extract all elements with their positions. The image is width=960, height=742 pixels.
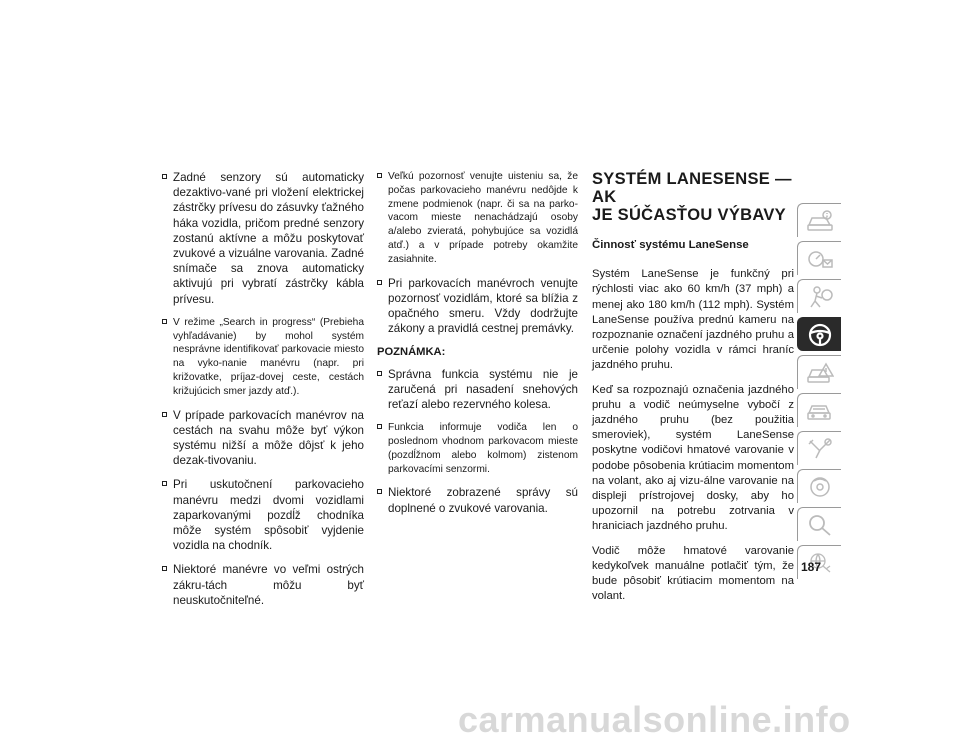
note-heading: POZNÁMKA: [377, 346, 446, 359]
tab-maintenance[interactable] [797, 431, 841, 465]
bullet-square-icon [377, 371, 382, 376]
multimedia-icon [806, 475, 834, 499]
paragraph: Systém LaneSense je funkčný pri rýchlosti viac ako 60 km/h (37 mph) a menej ako 180 km/h (112 mph). Systém LaneSense používa prednú kameru na rozpoznanie označení jazdného pruhu a určenie polohy vozidla v rámci hraníc jazdného pruhu. [592, 268, 794, 372]
bullet-square-icon [377, 424, 382, 429]
bullet-square-icon [162, 319, 167, 324]
bullet-square-icon [377, 173, 382, 178]
car-service-icon [806, 399, 834, 423]
list-item: Niektoré manévre vo veľmi ostrých zákru-tách môžu byť neuskutočniteľné. [162, 562, 364, 608]
tab-driving[interactable] [797, 317, 841, 351]
note-item: Niektoré zobrazené správy sú doplnené o zvukové varovania. [377, 485, 578, 515]
watermark: carmanualsonline.info [458, 699, 851, 740]
bullet-square-icon [162, 481, 167, 486]
tab-multimedia[interactable] [797, 469, 841, 503]
tab-emergency[interactable] [797, 355, 841, 389]
wrench-icon [806, 437, 834, 461]
list-item: V režime „Search in progress“ (Prebieha vyhľadávanie) by mohol systém nesprávne identifikovať parkovacie miesto na vyko-nanie manévru (napr. pri križovatke, príjaz-dovej ceste, cestách križujúcich smer jazdy atď.). [162, 316, 364, 399]
safety-airbag-icon [806, 285, 834, 309]
page-number: 187 [800, 560, 821, 574]
bullet-square-icon [162, 566, 167, 571]
steering-wheel-icon [806, 323, 834, 347]
emergency-triangle-icon [806, 361, 834, 385]
bullet-square-icon [377, 280, 382, 285]
bullet-square-icon [377, 489, 382, 494]
section-title: SYSTÉM LANESENSE — AK JE SÚČASŤOU VÝBAVY [592, 170, 792, 224]
note-item: Funkcia informuje vodiča len o poslednom vhodnom parkovacom mieste (pozdĺžnom alebo kolmom) zistenom parkovacími senzormi. [377, 421, 578, 476]
paragraph: Keď sa rozpoznajú označenia jazdného pruhu a vodič neúmyselne vybočí z jazdného pruhu (bez použitia smeroviek), systém LaneSense poskytne vodičovi hmatové varovanie v podobe pôsobenia krútiacim momentom na volant, ako aj vizu-álne varovanie na displeji prístrojovej dosky, aby ho upozornil na potrebu zotrvania v hraniciach jazdného pruhu. [592, 383, 794, 533]
column-left [162, 170, 364, 617]
paragraph: Vodič môže hmatové varovanie kedykoľvek manuálne potlačiť tým, že bude pôsobiť krútiacim momentom na volant. [592, 544, 794, 603]
tab-instrument[interactable] [797, 241, 841, 275]
tab-car-info[interactable] [797, 203, 841, 237]
subheading: Činnosť systému LaneSense [592, 239, 749, 251]
list-item: Pri uskutočnení parkovacieho manévru medzi dvomi vozidlami zaparkovanými pozdĺž chodníka môže systém spôsobiť vyjdenie vozidla na chodník. [162, 477, 364, 553]
column-right [592, 170, 794, 613]
list-item: V prípade parkovacích manévrov na cestách na svahu môže byť výkon systému nižší a môže dôjsť k jeho dezak-tivovaniu. [162, 408, 364, 469]
list-item: Pri parkovacích manévroch venujte pozornosť vozidlám, ktoré sa blížia z opačného smeru. Vždy dodržujte zákony a pravidlá cestnej premávky. [377, 276, 578, 337]
car-info-icon [806, 209, 834, 233]
note-item: Správna funkcia systému nie je zaručená pri nasadení snehových reťazí alebo rezervného kolesa. [377, 367, 578, 413]
chapter-tabs [797, 203, 841, 583]
list-item: Zadné senzory sú automaticky dezaktivo-vané pri vložení elektrickej zástrčky prívesu do zásuvky ťažného háka vozidla, pričom predné senzory zostanú aktívne a môžu poskytovať zvukové a vizuálne varovania. Zadné snímače sa znova automaticky aktivujú pri vybratí zástrčky kábla prívesu. [162, 170, 364, 307]
tab-index[interactable] [797, 507, 841, 541]
tab-safety[interactable] [797, 279, 841, 313]
bullet-square-icon [162, 174, 167, 179]
list-item: Veľkú pozornosť venujte uisteniu sa, že počas parkovacieho manévru nedôjde k zmene podmienok (napr. či sa na parko-vacom mieste nenachádzajú osoby a/alebo zvieratá, pohybujúce sa vozidlá atď.) a v prípade potreby okamžite zasiahnite. [377, 170, 578, 267]
column-middle [377, 170, 578, 525]
bullet-square-icon [162, 412, 167, 417]
car-instrument-icon [806, 247, 834, 271]
tab-service[interactable] [797, 393, 841, 427]
search-index-icon [806, 513, 834, 537]
